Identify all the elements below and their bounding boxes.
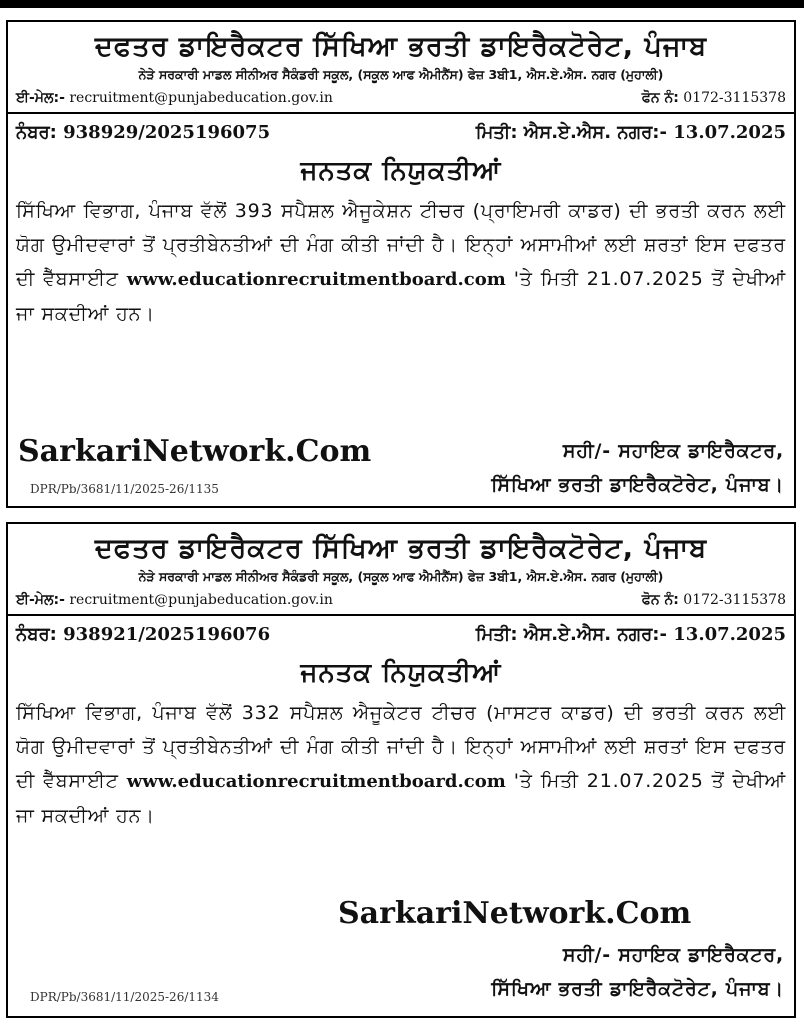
date-value: 13.07.2025 — [673, 624, 786, 645]
signature-block — [491, 434, 784, 502]
phone-number: 0172-3115378 — [683, 592, 786, 608]
phone-block — [642, 590, 786, 610]
website-link[interactable]: www.educationrecruitmentboard.com — [126, 269, 506, 290]
phone-block — [642, 88, 786, 108]
notice-body — [16, 696, 786, 833]
body-part-2: 'ਤੇ ਮਿਤੀ 21.07.2025 ਤੋਂ ਦੇਖੀਆਂ ਜਾ ਸਕਦੀਆਂ ਹਨ। — [16, 770, 786, 827]
signature-block — [491, 938, 784, 1006]
office-address: ਨੇੜੇ ਸਰਕਾਰੀ ਮਾਡਲ ਸੀਨੀਅਰ ਸੈਕੰਡਰੀ ਸਕੂਲ, (ਸਕੂਲ ਆਫ ਐਮੀਨੈਂਸ) ਫੇਜ਼ 3ਬੀ1, ਐਸ.ਏ.ਐਸ. ਨਗਰ (ਮੁਹਾਲੀ) — [138, 569, 664, 584]
dpr-number: DPR/Pb/3681/11/2025-26/1135 — [30, 482, 219, 496]
email-block — [16, 590, 333, 610]
signature-line-2: ਸਿੱਖਿਆ ਭਰਤੀ ਡਾਇਰੈਕਟੋਰੇਟ, ਪੰਜਾਬ। — [491, 978, 784, 1000]
meta-row — [8, 616, 794, 648]
top-border — [0, 0, 804, 8]
website-link[interactable]: www.educationrecruitmentboard.com — [126, 771, 506, 792]
body-part-1: ਸਿੱਖਿਆ ਵਿਭਾਗ, ਪੰਜਾਬ ਵੱਲੋਂ 393 ਸਪੈਸ਼ਲ ਐਜੂਕੇਸ਼ਨ ਟੀਚਰ (ਪ੍ਰਾਇਮਰੀ ਕਾਡਰ) ਦੀ ਭਰਤੀ ਕਰਨ ਲਈ ਯੋਗ ਉਮੀਦਵਾਰਾਂ ਤੋਂ ਪ੍ਰਤੀਬੇਨਤੀਆਂ ਦੀ ਮੰਗ ਕੀਤੀ ਜਾਂਦੀ ਹੈ। ਇਨ੍ਹਾਂ ਅਸਾਮੀਆਂ ਲਈ ਸ਼ਰਤਾਂ ਇਸ ਦਫਤਰ ਦੀ ਵੈੱਬਸਾਈਟ — [16, 200, 786, 290]
notice-2 — [6, 522, 796, 1018]
contact-row — [16, 88, 786, 108]
contact-row — [16, 590, 786, 610]
watermark-text: SarkariNetwork.Com — [338, 896, 692, 931]
signature-line-1: ਸਹੀ/- ਸਹਾਇਕ ਡਾਇਰੈਕਟਰ, — [562, 944, 784, 966]
meta-row — [8, 114, 794, 146]
number-label: ਨੰਬਰ: — [16, 624, 57, 645]
signature-line-1: ਸਹੀ/- ਸਹਾਇਕ ਡਾਇਰੈਕਟਰ, — [562, 440, 784, 462]
body-part-2: 'ਤੇ ਮਿਤੀ 21.07.2025 ਤੋਂ ਦੇਖੀਆਂ ਜਾ ਸਕਦੀਆਂ ਹਨ। — [16, 268, 786, 325]
phone-number: 0172-3115378 — [683, 90, 786, 106]
dpr-number: DPR/Pb/3681/11/2025-26/1134 — [30, 990, 219, 1004]
notice-1 — [6, 20, 796, 508]
notice-heading: ਜਨਤਕ ਨਿਯੁਕਤੀਆਂ — [300, 156, 502, 186]
date-value: 13.07.2025 — [673, 122, 786, 143]
date-label: ਮਿਤੀ: ਐਸ.ਏ.ਐਸ. ਨਗਰ:- — [475, 122, 667, 143]
number-label: ਨੰਬਰ: — [16, 122, 57, 143]
phone-label: ਫੋਨ ਨੰ: — [641, 90, 679, 106]
office-address: ਨੇੜੇ ਸਰਕਾਰੀ ਮਾਡਲ ਸੀਨੀਅਰ ਸੈਕੰਡਰੀ ਸਕੂਲ, (ਸਕੂਲ ਆਫ ਐਮੀਨੈਂਸ) ਫੇਜ਼ 3ਬੀ1, ਐਸ.ਏ.ਐਸ. ਨਗਰ (ਮੁਹਾਲੀ) — [138, 67, 664, 82]
email-label: ਈ-ਮੇਲ:- — [16, 592, 65, 608]
email-label: ਈ-ਮੇਲ:- — [16, 90, 65, 106]
email-address[interactable]: recruitment@punjabeducation.gov.in — [69, 592, 333, 608]
notice-heading: ਜਨਤਕ ਨਿਯੁਕਤੀਆਂ — [300, 658, 502, 688]
number-value: 938929/2025196075 — [63, 122, 271, 143]
body-part-1: ਸਿੱਖਿਆ ਵਿਭਾਗ, ਪੰਜਾਬ ਵੱਲੋਂ 332 ਸਪੈਸ਼ਲ ਐਜੂਕੇਟਰ ਟੀਚਰ (ਮਾਸਟਰ ਕਾਡਰ) ਦੀ ਭਰਤੀ ਕਰਨ ਲਈ ਯੋਗ ਉਮੀਦਵਾਰਾਂ ਤੋਂ ਪ੍ਰਤੀਬੇਨਤੀਆਂ ਦੀ ਮੰਗ ਕੀਤੀ ਜਾਂਦੀ ਹੈ। ਇਨ੍ਹਾਂ ਅਸਾਮੀਆਂ ਲਈ ਸ਼ਰਤਾਂ ਇਸ ਦਫਤਰ ਦੀ ਵੈੱਬਸਾਈਟ — [16, 702, 786, 792]
reference-number — [16, 120, 270, 146]
email-block — [16, 88, 333, 108]
date-label: ਮਿਤੀ: ਐਸ.ਏ.ਐਸ. ਨਗਰ:- — [475, 624, 667, 645]
office-title: ਦਫਤਰ ਡਾਇਰੈਕਟਰ ਸਿੱਖਿਆ ਭਰਤੀ ਡਾਇਰੈਕਟੋਰੇਟ, ਪੰਜਾਬ — [94, 533, 708, 564]
phone-label: ਫੋਨ ਨੰ: — [641, 592, 679, 608]
watermark-text: SarkariNetwork.Com — [18, 434, 372, 469]
notice-body — [16, 194, 786, 331]
email-address[interactable]: recruitment@punjabeducation.gov.in — [69, 90, 333, 106]
signature-line-2: ਸਿੱਖਿਆ ਭਰਤੀ ਡਾਇਰੈਕਟੋਰੇਟ, ਪੰਜਾਬ। — [491, 474, 784, 496]
notice-date — [476, 120, 786, 146]
reference-number — [16, 622, 270, 648]
notice-date — [476, 622, 786, 648]
number-value: 938921/2025196076 — [63, 624, 271, 645]
office-title: ਦਫਤਰ ਡਾਇਰੈਕਟਰ ਸਿੱਖਿਆ ਭਰਤੀ ਡਾਇਰੈਕਟੋਰੇਟ, ਪੰਜਾਬ — [94, 31, 708, 62]
